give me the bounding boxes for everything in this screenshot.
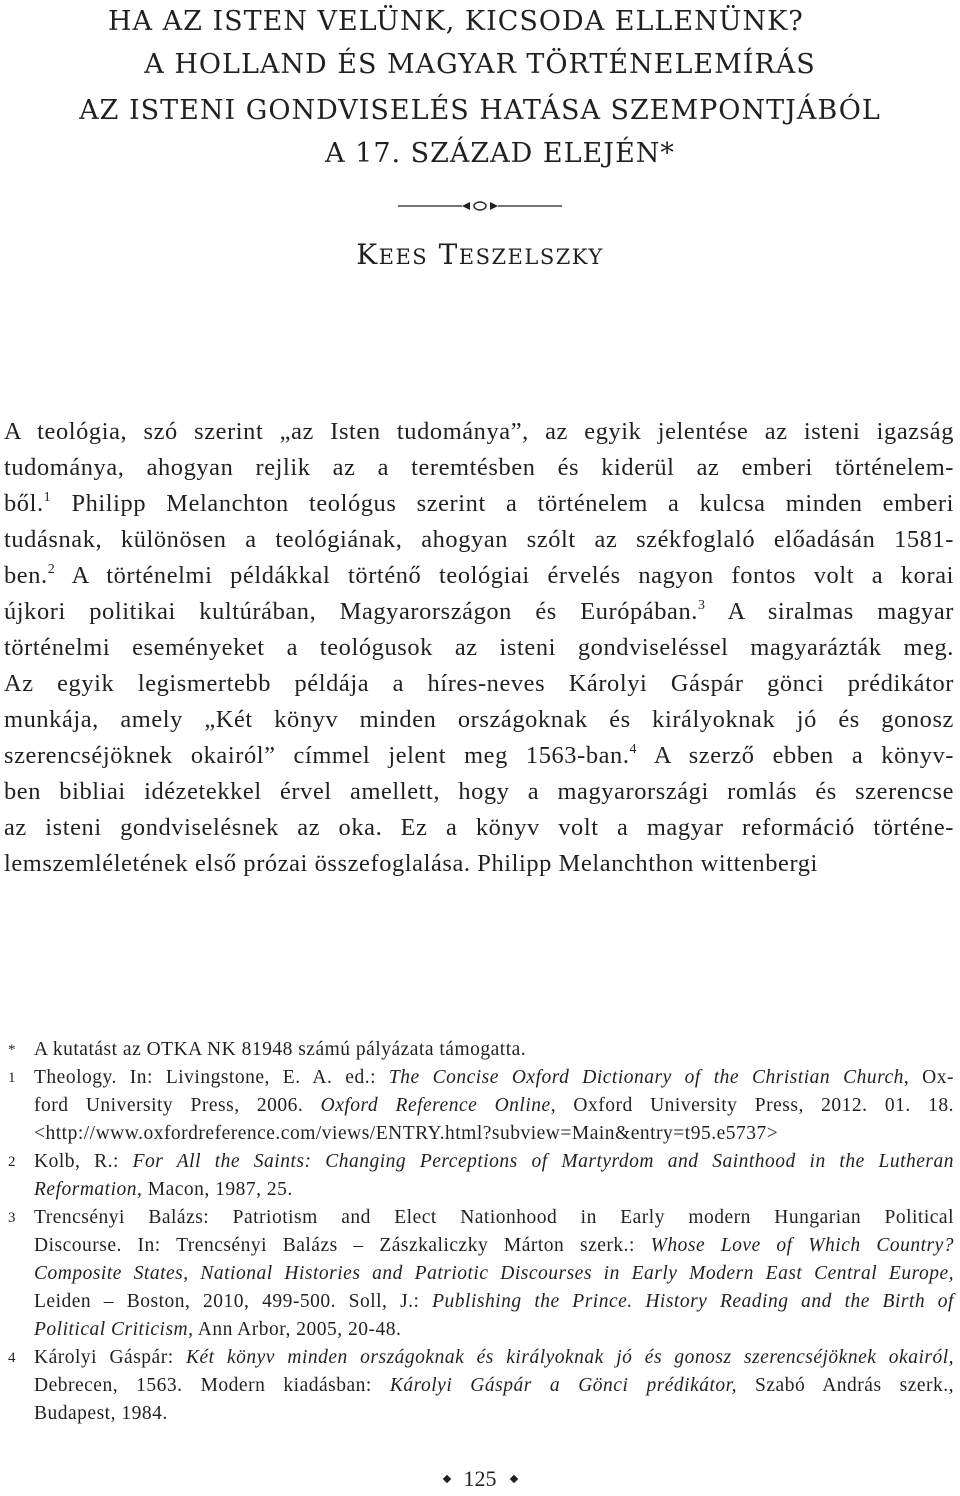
footnote-3: [4, 1204, 954, 1344]
body-line: ben bibliai idézetekkel érvel amellett, hogy a magyarországi romlás és szerencse: [4, 778, 954, 805]
footnote-url: <http://www.oxfordreference.com/views/ENTRY.html?subview=Main&entry=t95.e5737>: [34, 1123, 779, 1144]
footnote-2: [4, 1148, 954, 1204]
body-line: tudásnak, különösen a teológiának, ahogyan szólt az székfoglaló előadásán 1581-: [4, 526, 954, 553]
footnote-1: [4, 1064, 954, 1148]
author-name: KEES TESZELSZKY: [356, 238, 604, 271]
page-number: 125: [0, 1466, 960, 1492]
body-line: újkori politikai kultúrában, Magyarországon és Európában.$^3$ A siralmas magyar: [4, 598, 954, 625]
footnote-text: Political Criticism, Ann Arbor, 2005, 20-48.: [34, 1319, 402, 1340]
footnote-ref-1: 1: [43, 490, 52, 505]
footnote-text: Leiden – Boston, 2010, 499-500. Soll, J.: Publishing the Prince. History Reading and the Birth of: [34, 1291, 954, 1312]
footnote-text: A kutatást az OTKA NK 81948 számú pályázata támogatta.: [34, 1039, 527, 1060]
footnote-ref-4: 4: [629, 742, 638, 757]
bullet-icon: [509, 1475, 517, 1483]
body-line: munkája, amely „Két könyv minden országoknak és királyoknak jó és gonosz: [4, 706, 954, 733]
title-line-4: A 17. SZÁZAD ELEJÉN*: [325, 138, 675, 169]
body-line: ben.$^2$ A történelmi példákkal történő teológiai érvelés nagyon fontos volt a korai: [4, 562, 954, 589]
footnote-text: ford University Press, 2006. Oxford Reference Online, Oxford University Press, 2012. 01. 18.: [34, 1095, 955, 1116]
body-line: szerencséjöknek okairól” címmel jelent meg 1563-ban.$^4$ A szerző ebben a könyv-: [4, 742, 955, 769]
footnotes: [4, 1036, 954, 1428]
footnote-text: Composite States, National Histories and Patriotic Discourses in Early Modern East Central Europe,: [34, 1263, 954, 1284]
title-line-1: HA AZ ISTEN VELÜNK, KICSODA ELLENÜNK?: [108, 6, 804, 37]
footnote-text: Trencsényi Balázs: Patriotism and Elect Nationhood in Early modern Hungarian Political: [34, 1207, 954, 1228]
body-line: ből.$^1$ Philipp Melanchton teológus szerint a történelem a kulcsa minden emberi: [4, 490, 954, 517]
footnote-star: [4, 1036, 954, 1064]
footnote-text: Kolb, R.: For All the Saints: Changing Perceptions of Martyrdom and Sainthood in the Lutheran: [34, 1151, 954, 1172]
footnote-text: Budapest, 1984.: [34, 1403, 168, 1424]
footnote-ref-3: 3: [697, 598, 706, 613]
footnote-text: Debrecen, 1563. Modern kiadásban: Károlyi Gáspár a Gönci prédikátor, Szabó András szerk.,: [34, 1375, 954, 1396]
footnote-text: Reformation, Macon, 1987, 25.: [34, 1179, 293, 1200]
title-line-2: A HOLLAND ÉS MAGYAR TÖRTÉNELEMÍRÁS: [144, 49, 816, 80]
footnote-marker: 4: [8, 1350, 16, 1366]
footnote-text: Theology. In: Livingstone, E. A. ed.: The Concise Oxford Dictionary of the Christian Church, Ox-: [34, 1067, 955, 1088]
body-paragraph: [4, 414, 954, 882]
body-line: történelmi eseményeket a teológusok az isteni gondviseléssel magyarázták meg.: [4, 634, 954, 661]
ornament-divider-icon: [398, 192, 562, 220]
footnote-text: Károlyi Gáspár: Két könyv minden országoknak és királyoknak jó és gonosz szerencséjöknek okairól,: [34, 1347, 954, 1368]
footnote-marker: *: [8, 1042, 16, 1058]
footnote-text: Discourse. In: Trencsényi Balázs – Zászkaliczky Márton szerk.: Whose Love of Which Country?: [34, 1235, 954, 1256]
footnote-4: [4, 1344, 954, 1428]
body-line: lemszemléletének első prózai összefoglalása. Philipp Melanchthon wittenbergi: [4, 850, 818, 877]
footnote-marker: 1: [8, 1070, 16, 1086]
footnote-marker: 3: [8, 1210, 16, 1226]
body-line: az isteni gondviselésnek az oka. Ez a könyv volt a magyar reformáció történe-: [4, 814, 954, 841]
body-line: Az egyik legismertebb példája a híres-neves Károlyi Gáspár gönci prédikátor: [4, 670, 954, 697]
title-line-3: AZ ISTENI GONDVISELÉS HATÁSA SZEMPONTJÁBÓL: [79, 95, 881, 126]
bullet-icon: [442, 1475, 450, 1483]
body-line: A teológia, szó szerint „az Isten tudománya”, az egyik jelentése az isteni igazság: [4, 418, 954, 445]
footnote-ref-2: 2: [47, 562, 56, 577]
body-line: tudománya, ahogyan rejlik az a teremtésben és kiderül az emberi történelem-: [4, 454, 954, 481]
footnote-marker: 2: [8, 1154, 16, 1170]
